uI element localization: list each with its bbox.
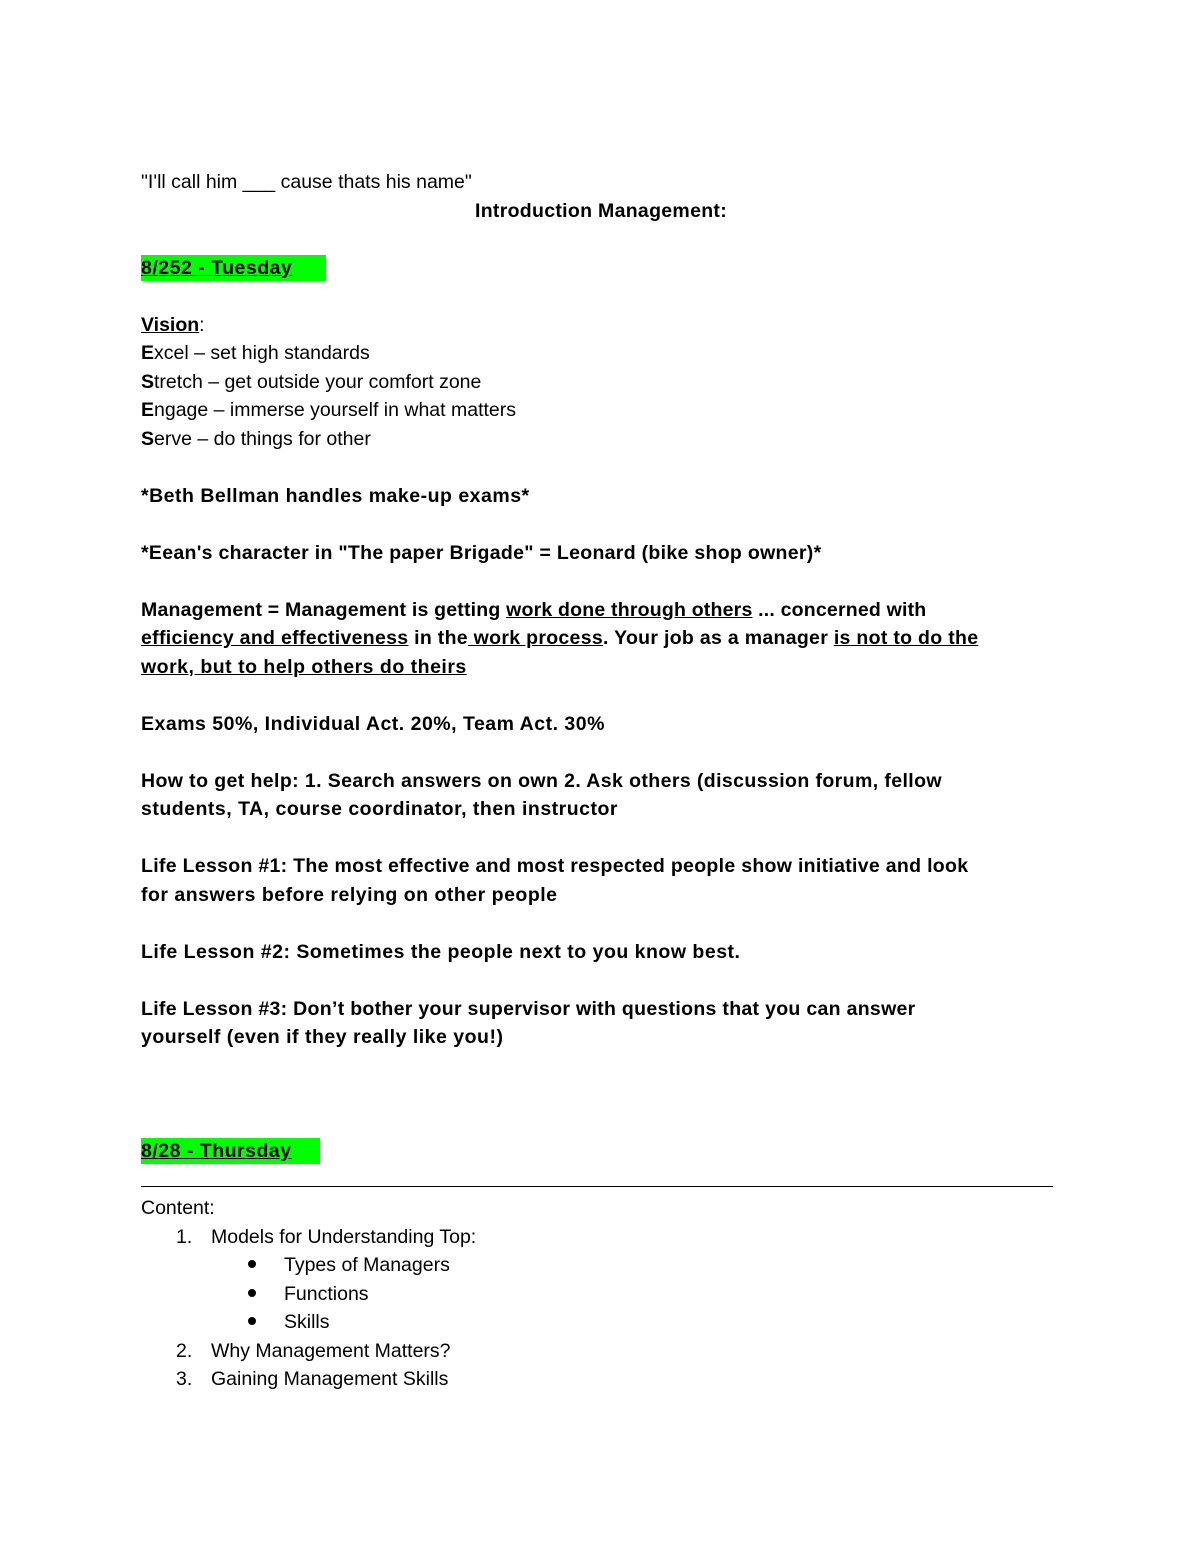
horizontal-divider xyxy=(141,1166,1061,1195)
bullet-icon xyxy=(248,1260,256,1268)
quote-line: "I'll call him ___ cause thats his name" xyxy=(141,171,472,193)
life-lesson-2: Life Lesson #2: Sometimes the people next to you know best. xyxy=(141,940,741,963)
content-bullet-item: Types of Managers xyxy=(141,1251,1061,1280)
date-tuesday-highlight: 8/252 - Tuesday xyxy=(141,255,326,281)
vision-item: Stretch – get outside your comfort zone xyxy=(141,370,482,393)
help-line1: How to get help: 1. Search answers on own 2. Ask others (discussion forum, fellow xyxy=(141,769,942,792)
vision-item: Excel – set high standards xyxy=(141,342,370,364)
help-line2: students, TA, course coordinator, then instructor xyxy=(141,798,619,820)
grading-breakdown: Exams 50%, Individual Act. 20%, Team Act. 30% xyxy=(141,712,605,735)
management-definition-line2: efficiency and effectiveness in the work process. Your job as a manager is not to do the xyxy=(141,627,979,649)
vision-item: Engage – immerse yourself in what matters xyxy=(141,399,517,421)
bullet-icon xyxy=(248,1317,256,1325)
life-lesson-1-line1: Life Lesson #1: The most effective and most respected people show initiative and look xyxy=(141,855,969,877)
content-bullet-item: Functions xyxy=(141,1280,1061,1309)
management-definition-line3: work, but to help others do theirs xyxy=(141,655,467,678)
vision-heading-line xyxy=(141,311,1061,340)
note-eean: *Eean's character in "The paper Brigade" = Leonard (bike shop owner)* xyxy=(141,541,822,564)
vision-item: Serve – do things for other xyxy=(141,427,371,450)
content-heading: Content: xyxy=(141,1197,215,1219)
note-beth: *Beth Bellman handles make-up exams* xyxy=(141,484,530,507)
vision-colon: : xyxy=(199,313,205,336)
life-lesson-1-line2: for answers before relying on other people xyxy=(141,883,558,906)
vision-heading: Vision xyxy=(141,313,200,336)
content-list-item: 1. Models for Understanding Top: xyxy=(176,1225,477,1248)
content-list-item: 3. Gaining Management Skills xyxy=(176,1368,449,1390)
management-definition-line1: Management = Management is getting work done through others ... concerned with xyxy=(141,598,927,621)
life-lesson-3-line1: Life Lesson #3: Don’t bother your supervisor with questions that you can answer xyxy=(141,997,916,1020)
date-thursday-highlight: 8/28 - Thursday xyxy=(141,1138,320,1164)
content-list-item: 2. Why Management Matters? xyxy=(176,1339,451,1362)
life-lesson-3-line2: yourself (even if they really like you!) xyxy=(141,1026,504,1048)
content-bullet-item: Skills xyxy=(141,1308,1061,1337)
page-title: Introduction Management: xyxy=(474,199,728,222)
document-page xyxy=(141,168,1061,1394)
bullet-icon xyxy=(248,1289,256,1297)
